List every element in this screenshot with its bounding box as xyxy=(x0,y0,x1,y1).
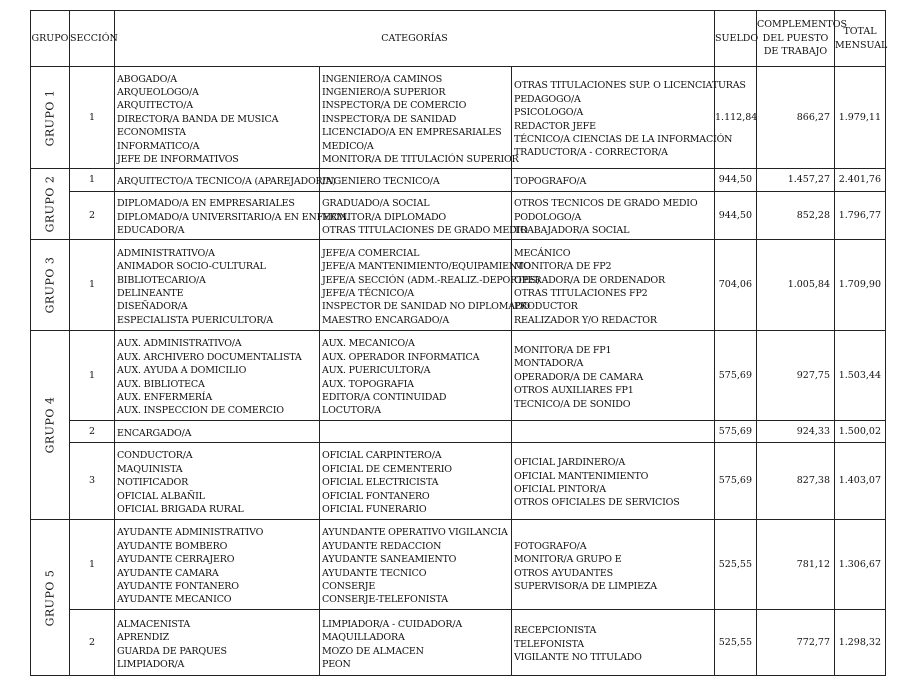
category-item: MEDICO/A xyxy=(322,140,374,152)
category-item: GRADUADO/A SOCIAL xyxy=(322,198,430,210)
category-col3 xyxy=(512,240,715,331)
header-row xyxy=(31,11,886,67)
total-cell: 1.298,32 xyxy=(835,610,886,676)
complementos-cell: 866,27 xyxy=(757,67,835,169)
category-item: ARQUITECTO/A xyxy=(117,100,193,112)
category-item: ANIMADOR SOCIO-CULTURAL xyxy=(117,261,266,273)
category-item: AUX. ENFERMERÍA xyxy=(117,391,213,403)
category-col3 xyxy=(512,421,715,443)
category-item: TRABAJADOR/A SOCIAL xyxy=(514,225,630,237)
category-item: TÉCNICO/A CIENCIAS DE LA INFORMACIÓN xyxy=(514,133,733,145)
category-item: MONITOR/A GRUPO E xyxy=(514,554,622,566)
category-col2 xyxy=(320,240,540,331)
category-item: NOTIFICADOR xyxy=(117,477,189,489)
category-item: OFICIAL DE CEMENTERIO xyxy=(322,463,452,475)
category-item: AUX. OPERADOR INFORMATICA xyxy=(322,351,480,363)
category-item: LIMPIADOR/A xyxy=(117,658,185,670)
category-item: LIMPIADOR/A - CUIDADOR/A xyxy=(322,618,462,630)
category-item: AYUDANTE SANEAMIENTO xyxy=(322,554,457,566)
category-item: INFORMATICO/A xyxy=(117,140,200,152)
header-complementos-line: DEL PUESTO xyxy=(762,32,829,44)
category-item: OFICIAL ALBAÑIL xyxy=(117,490,205,502)
complementos-cell: 1.005,84 xyxy=(757,240,835,331)
group-cell-2 xyxy=(31,169,70,240)
group-label: GRUPO 4 xyxy=(43,396,57,454)
group-cell-3 xyxy=(31,240,70,331)
category-item: AYUDANTE ADMINISTRATIVO xyxy=(117,527,264,539)
category-item: OFICIAL CARPINTERO/A xyxy=(322,450,442,462)
category-item: AYUDANTE CERRAJERO xyxy=(117,554,235,566)
category-item: OFICIAL JARDINERO/A xyxy=(514,457,625,469)
category-item: OTROS TECNICOS DE GRADO MEDIO xyxy=(514,198,698,210)
total-cell: 1.796,77 xyxy=(835,192,886,240)
sueldo-cell: 944,50 xyxy=(715,169,757,192)
header-sueldo: SUELDO xyxy=(715,11,757,67)
category-item: ADMINISTRATIVO/A xyxy=(117,247,215,259)
category-item: LOCUTOR/A xyxy=(322,405,381,417)
category-item: DELINEANTE xyxy=(117,288,184,299)
sueldo-cell: 704,06 xyxy=(715,240,757,331)
category-item: PSICOLOGO/A xyxy=(514,107,584,119)
group-label: GRUPO 2 xyxy=(43,175,57,233)
category-item: RECEPCIONISTA xyxy=(514,625,597,637)
category-item: INGENIERO/A CAMINOS xyxy=(322,73,443,85)
total-cell: 2.401,76 xyxy=(835,169,886,192)
category-item: AYUDANTE BOMBERO xyxy=(117,540,228,552)
category-col1 xyxy=(115,610,320,676)
category-item: MECÁNICO xyxy=(514,247,571,259)
category-item: REDACTOR JEFE xyxy=(514,120,596,132)
category-item: DIRECTOR/A BANDA DE MUSICA xyxy=(117,113,279,125)
header-seccion: SECCIÓN xyxy=(70,11,115,67)
category-item: JEFE DE INFORMATIVOS xyxy=(117,154,239,166)
header-total-line: TOTAL xyxy=(843,26,877,38)
category-item: CONSERJE-TELEFONISTA xyxy=(322,594,448,606)
table-row xyxy=(31,240,886,331)
category-item: INSPECTOR/A DE COMERCIO xyxy=(322,100,467,112)
category-item: JEFE/A SECCIÓN (ADM.-REALIZ.-DEPORTES) xyxy=(322,274,540,286)
category-item: DIPLOMADO/A EN EMPRESARIALES xyxy=(117,198,295,210)
category-col2 xyxy=(320,443,512,520)
header-categorias: CATEGORÍAS xyxy=(115,11,715,67)
table-row xyxy=(31,443,886,520)
category-item: BIBLIOTECARIO/A xyxy=(117,274,206,286)
category-col2 xyxy=(320,421,512,443)
category-item: DIPLOMADO/A UNIVERSITARIO/A EN ENFERM. xyxy=(117,211,350,223)
seccion-cell: 1 xyxy=(70,240,115,331)
category-item: VIGILANTE NO TITULADO xyxy=(514,652,642,664)
category-item: CONDUCTOR/A xyxy=(117,450,193,462)
seccion-cell: 1 xyxy=(70,331,115,421)
category-col2 xyxy=(320,520,512,610)
category-item: AUX. MECANICO/A xyxy=(322,338,415,350)
sueldo-cell: 575,69 xyxy=(715,421,757,443)
seccion-cell: 1 xyxy=(70,520,115,610)
category-item: AYUDANTE CAMARA xyxy=(117,567,219,579)
category-col1 xyxy=(115,443,320,520)
category-item: OFICIAL FONTANERO xyxy=(322,490,430,502)
category-item: MAESTRO ENCARGADO/A xyxy=(322,314,449,326)
table-row xyxy=(31,331,886,421)
category-item: TELEFONISTA xyxy=(514,638,584,650)
category-item: ARQUEOLOGO/A xyxy=(117,86,199,98)
seccion-cell: 2 xyxy=(70,610,115,676)
header-complementos xyxy=(757,11,848,67)
table-row xyxy=(31,610,886,676)
category-col2 xyxy=(320,192,528,240)
category-item: ABOGADO/A xyxy=(117,73,177,85)
total-cell: 1.503,44 xyxy=(835,331,886,421)
category-item: TECNICO/A DE SONIDO xyxy=(514,398,631,410)
table-row xyxy=(31,421,886,443)
category-item: AYUDANTE FONTANERO xyxy=(117,580,239,592)
table-row xyxy=(31,192,886,240)
seccion-cell: 1 xyxy=(70,67,115,169)
category-item: AUX. INSPECCION DE COMERCIO xyxy=(117,405,284,417)
category-item: ESPECIALISTA PUERICULTOR/A xyxy=(117,314,273,326)
category-item: EDITOR/A CONTINUIDAD xyxy=(322,391,447,403)
category-item: AUX. BIBLIOTECA xyxy=(117,378,205,390)
group-label: GRUPO 1 xyxy=(43,89,57,146)
category-item: JEFE/A MANTENIMIENTO/EQUIPAMIENTO xyxy=(322,261,531,273)
header-total-line: MENSUAL xyxy=(835,39,888,51)
category-col3 xyxy=(512,520,715,610)
category-item: DISEÑADOR/A xyxy=(117,301,188,313)
category-col1 xyxy=(115,520,320,610)
category-item: OFICIAL FUNERARIO xyxy=(322,504,427,516)
total-cell: 1.403,07 xyxy=(835,443,886,520)
category-col3 xyxy=(512,443,715,520)
sueldo-cell: 1.112,84 xyxy=(715,67,757,169)
category-item: MONTADOR/A xyxy=(514,358,584,370)
header-complementos-line: COMPLEMENTOS xyxy=(757,19,848,31)
group-cell-4 xyxy=(31,331,70,520)
category-item: MONITOR/A DE TITULACIÓN SUPERIOR xyxy=(322,154,519,166)
table-row xyxy=(31,520,886,610)
group-cell-5 xyxy=(31,520,70,676)
category-item: OTROS AUXILIARES FP1 xyxy=(514,385,634,397)
category-col1 xyxy=(115,169,336,192)
total-cell: 1.709,90 xyxy=(835,240,886,331)
category-item: AYUNDANTE OPERATIVO VIGILANCIA xyxy=(322,527,508,539)
category-item: AUX. PUERICULTOR/A xyxy=(322,365,431,377)
group-label: GRUPO 5 xyxy=(43,569,57,626)
category-item: MONITOR/A DIPLOMADO xyxy=(322,211,446,223)
category-item: TOPOGRAFO/A xyxy=(514,176,587,188)
category-item: TRADUCTOR/A - CORRECTOR/A xyxy=(514,147,668,159)
category-item: OTRAS TITULACIONES SUP. O LICENCIATURAS xyxy=(514,80,746,92)
category-item: ENCARGADO/A xyxy=(117,427,192,439)
category-item: REALIZADOR Y/O REDACTOR xyxy=(514,314,657,326)
category-item: ARQUITECTO/A TECNICO/A (APAREJADOR/A) xyxy=(117,176,336,188)
category-item: AUX. AYUDA A DOMICILIO xyxy=(117,365,247,377)
category-item: LICENCIADO/A EN EMPRESARIALES xyxy=(322,127,502,139)
complementos-cell: 827,38 xyxy=(757,443,835,520)
category-item: AYUDANTE REDACCION xyxy=(322,540,442,552)
seccion-cell: 2 xyxy=(70,192,115,240)
category-item: AUX. TOPOGRAFIA xyxy=(322,378,414,390)
category-item: OPERADOR/A DE ORDENADOR xyxy=(514,274,665,286)
category-col1 xyxy=(115,67,320,169)
category-item: AUX. ADMINISTRATIVO/A xyxy=(117,338,242,350)
category-item: GUARDA DE PARQUES xyxy=(117,645,227,657)
category-item: OTRAS TITULACIONES FP2 xyxy=(514,288,648,299)
category-item: SUPERVISOR/A DE LIMPIEZA xyxy=(514,580,657,592)
category-item: OTROS AYUDANTES xyxy=(514,567,613,579)
complementos-cell: 772,77 xyxy=(757,610,835,676)
header-complementos-line: DE TRABAJO xyxy=(763,46,828,58)
complementos-cell: 927,75 xyxy=(757,331,835,421)
category-item: AYUDANTE MECANICO xyxy=(117,594,232,606)
category-col3 xyxy=(512,331,715,421)
total-cell: 1.979,11 xyxy=(835,67,886,169)
table-row xyxy=(31,67,886,169)
category-item: OTRAS TITULACIONES DE GRADO MEDIO xyxy=(322,225,528,237)
category-item: CONSERJE xyxy=(322,580,376,592)
category-item: MONITOR/A DE FP2 xyxy=(514,261,612,273)
category-item: JEFE/A COMERCIAL xyxy=(322,247,420,259)
category-item: PEDAGOGO/A xyxy=(514,93,581,105)
category-item: OFICIAL ELECTRICISTA xyxy=(322,477,439,489)
category-col2 xyxy=(320,67,519,169)
category-item: AUX. ARCHIVERO DOCUMENTALISTA xyxy=(117,351,302,363)
total-cell: 1.306,67 xyxy=(835,520,886,610)
group-cell-1 xyxy=(31,67,70,169)
category-item: MAQUINISTA xyxy=(117,463,183,475)
sueldo-cell: 575,69 xyxy=(715,331,757,421)
category-item: MOZO DE ALMACEN xyxy=(322,645,424,657)
complementos-cell: 781,12 xyxy=(757,520,835,610)
category-item: ECONOMISTA xyxy=(117,127,186,139)
category-col3 xyxy=(512,169,715,192)
category-item: OPERADOR/A DE CAMARA xyxy=(514,371,644,383)
category-col1 xyxy=(115,240,320,331)
category-item: PEON xyxy=(322,658,351,670)
category-col1 xyxy=(115,192,350,240)
header-grupo: GRUPO xyxy=(31,11,70,67)
category-item: ALMACENISTA xyxy=(117,618,191,630)
category-item: MONITOR/A DE FP1 xyxy=(514,344,612,356)
category-col3 xyxy=(512,610,715,676)
category-col2 xyxy=(320,610,512,676)
total-cell: 1.500,02 xyxy=(835,421,886,443)
category-item: INGENIERO/A SUPERIOR xyxy=(322,86,446,98)
seccion-cell: 1 xyxy=(70,169,115,192)
sueldo-cell: 525,55 xyxy=(715,520,757,610)
salary-table xyxy=(30,10,886,676)
seccion-cell: 2 xyxy=(70,421,115,443)
sueldo-cell: 575,69 xyxy=(715,443,757,520)
category-item: INGENIERO TECNICO/A xyxy=(322,176,440,188)
category-item: PODOLOGO/A xyxy=(514,211,582,223)
table-row xyxy=(31,169,886,192)
category-item: OFICIAL MANTENIMIENTO xyxy=(514,470,649,482)
group-label: GRUPO 3 xyxy=(43,256,57,314)
complementos-cell: 852,28 xyxy=(757,192,835,240)
category-item: MAQUILLADORA xyxy=(322,632,405,644)
complementos-cell: 1.457,27 xyxy=(757,169,835,192)
sueldo-cell: 944,50 xyxy=(715,192,757,240)
category-item: EDUCADOR/A xyxy=(117,225,185,237)
category-item: OFICIAL PINTOR/A xyxy=(514,484,606,495)
category-item: PRODUCTOR xyxy=(514,301,578,313)
category-item: INSPECTOR/A DE SANIDAD xyxy=(322,113,457,125)
category-item: APRENDIZ xyxy=(117,632,170,644)
category-item: INSPECTOR DE SANIDAD NO DIPLOMADO xyxy=(322,301,530,313)
category-col2 xyxy=(320,331,512,421)
category-col1 xyxy=(115,331,320,421)
seccion-cell: 3 xyxy=(70,443,115,520)
category-col1 xyxy=(115,421,320,443)
category-col2 xyxy=(320,169,512,192)
complementos-cell: 924,33 xyxy=(757,421,835,443)
category-item: AYUDANTE TECNICO xyxy=(322,567,427,579)
category-col3 xyxy=(512,192,715,240)
category-item: OFICIAL BRIGADA RURAL xyxy=(117,504,244,516)
category-item: OTROS OFICIALES DE SERVICIOS xyxy=(514,497,680,509)
category-item: JEFE/A TÉCNICO/A xyxy=(322,288,414,299)
sueldo-cell: 525,55 xyxy=(715,610,757,676)
category-item: FOTOGRAFO/A xyxy=(514,540,587,552)
